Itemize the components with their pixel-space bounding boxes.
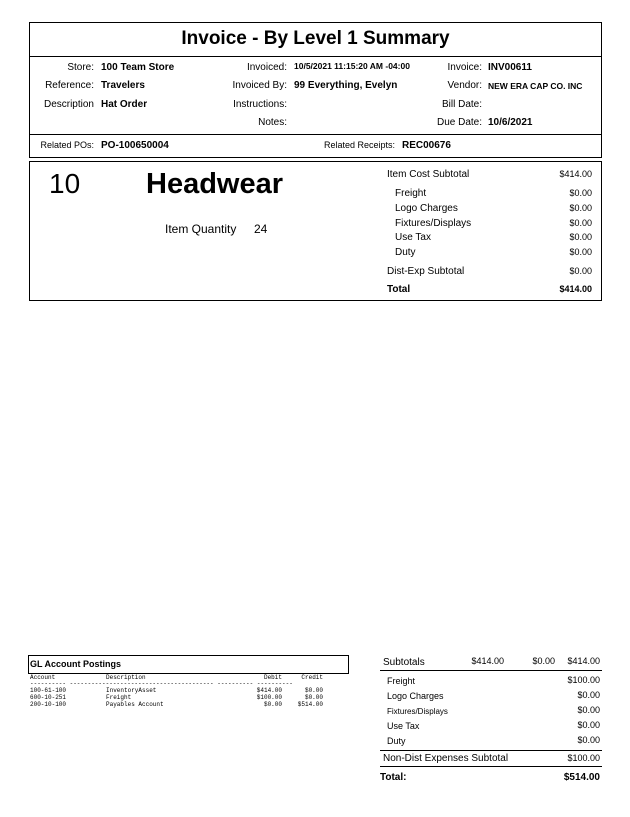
level-usetax-label: Use Tax bbox=[395, 232, 431, 243]
level-total-label: Total bbox=[387, 284, 411, 295]
gl-row-debit: $414.00 bbox=[256, 687, 282, 694]
description-label: Description bbox=[43, 99, 94, 110]
invoiced-by-label: Invoiced By: bbox=[232, 80, 287, 91]
bill-date-label: Bill Date: bbox=[441, 99, 482, 110]
subtotal-item-cost: $414.00 bbox=[471, 656, 504, 666]
vendor-label: Vendor: bbox=[447, 80, 482, 91]
gl-col-account: Account bbox=[30, 674, 56, 681]
summary-usetax-value: $0.00 bbox=[577, 720, 600, 730]
summary-usetax-label: Use Tax bbox=[387, 721, 420, 731]
store-value: 100 Team Store bbox=[101, 62, 175, 73]
item-cost-subtotal-value: $414.00 bbox=[559, 169, 592, 179]
level-logo-label: Logo Charges bbox=[395, 203, 458, 214]
related-receipts-label: Related Receipts: bbox=[323, 140, 395, 150]
notes-label: Notes: bbox=[258, 117, 287, 128]
gl-col-debit: Debit bbox=[263, 674, 282, 681]
level-logo-value: $0.00 bbox=[569, 203, 592, 213]
summary-logo-value: $0.00 bbox=[577, 690, 600, 700]
gl-col-description: Description bbox=[106, 674, 146, 681]
description-value: Hat Order bbox=[101, 99, 148, 110]
grand-total-value: $514.00 bbox=[563, 772, 600, 783]
related-receipts-value: REC00676 bbox=[402, 140, 451, 151]
nondist-divider-bottom bbox=[380, 766, 602, 767]
summary-duty-label: Duty bbox=[387, 736, 406, 746]
invoiced-label: Invoiced: bbox=[246, 62, 287, 73]
invoiced-by-value: 99 Everything, Evelyn bbox=[294, 80, 398, 91]
nondist-divider-top bbox=[380, 750, 602, 751]
dist-exp-subtotal-label: Dist-Exp Subtotal bbox=[387, 266, 465, 277]
related-divider bbox=[29, 134, 602, 135]
gl-postings-title: GL Account Postings bbox=[30, 659, 122, 669]
title-divider bbox=[29, 56, 602, 57]
instructions-label: Instructions: bbox=[233, 99, 287, 110]
level-fixtures-label: Fixtures/Displays bbox=[395, 218, 472, 229]
level-duty-label: Duty bbox=[395, 247, 416, 258]
level-number: 10 bbox=[49, 168, 81, 199]
gl-row-account: 200-10-100 bbox=[30, 701, 67, 708]
summary-fixtures-value: $0.00 bbox=[577, 705, 600, 715]
level-duty-value: $0.00 bbox=[569, 247, 592, 257]
level-freight-value: $0.00 bbox=[569, 188, 592, 198]
gl-row-credit: $0.00 bbox=[304, 687, 323, 694]
gl-row-debit: $0.00 bbox=[263, 701, 282, 708]
gl-row-description: InventoryAsset bbox=[106, 687, 157, 694]
gl-row-credit: $0.00 bbox=[304, 694, 323, 701]
gl-row-credit: $514.00 bbox=[297, 701, 323, 708]
summary-freight-value: $100.00 bbox=[567, 675, 600, 685]
gl-col-divider: ---------- ---------------------------------------- ---------- ---------- bbox=[30, 680, 293, 687]
due-date-value: 10/6/2021 bbox=[488, 117, 533, 128]
item-quantity-label: Item Quantity bbox=[165, 222, 237, 236]
summary-duty-value: $0.00 bbox=[577, 735, 600, 745]
store-label: Store: bbox=[67, 62, 94, 73]
related-pos-label: Related POs: bbox=[40, 140, 94, 150]
subtotal-dist-exp: $0.00 bbox=[532, 656, 555, 666]
due-date-label: Due Date: bbox=[436, 117, 482, 128]
nondist-subtotal-value: $100.00 bbox=[567, 753, 600, 763]
subtotals-divider bbox=[380, 670, 602, 671]
gl-row-description: Freight bbox=[106, 694, 132, 701]
gl-col-credit: Credit bbox=[301, 674, 323, 681]
gl-row-account: 600-10-251 bbox=[30, 694, 67, 701]
subtotals-label: Subtotals bbox=[383, 657, 425, 668]
gl-row-account: 100-61-100 bbox=[30, 687, 67, 694]
reference-value: Travelers bbox=[101, 80, 145, 91]
invoiced-value: 10/5/2021 11:15:20 AM -04:00 bbox=[294, 61, 410, 71]
page-title: Invoice - By Level 1 Summary bbox=[181, 28, 450, 49]
vendor-value: NEW ERA CAP CO. INC bbox=[488, 81, 583, 91]
summary-freight-label: Freight bbox=[387, 676, 416, 686]
gl-row-debit: $100.00 bbox=[256, 694, 282, 701]
item-quantity-value: 24 bbox=[254, 222, 268, 236]
subtotal-total: $414.00 bbox=[567, 656, 600, 666]
level-freight-label: Freight bbox=[395, 188, 427, 199]
invoice-label: Invoice: bbox=[447, 62, 482, 73]
level-summary-box bbox=[29, 161, 602, 301]
reference-label: Reference: bbox=[45, 80, 94, 91]
level-usetax-value: $0.00 bbox=[569, 232, 592, 242]
grand-total-label: Total: bbox=[380, 772, 407, 783]
summary-fixtures-label: Fixtures/Displays bbox=[387, 707, 448, 716]
level-name: Headwear bbox=[146, 168, 284, 200]
nondist-subtotal-label: Non-Dist Expenses Subtotal bbox=[383, 753, 509, 764]
invoice-value: INV00611 bbox=[488, 62, 532, 73]
level-total-value: $414.00 bbox=[559, 284, 592, 294]
item-cost-subtotal-label: Item Cost Subtotal bbox=[387, 169, 470, 180]
dist-exp-subtotal-value: $0.00 bbox=[569, 266, 592, 276]
summary-logo-label: Logo Charges bbox=[387, 691, 444, 701]
gl-row-description: Payables Account bbox=[106, 701, 164, 708]
level-fixtures-value: $0.00 bbox=[569, 218, 592, 228]
related-pos-value: PO-100650004 bbox=[101, 140, 169, 151]
